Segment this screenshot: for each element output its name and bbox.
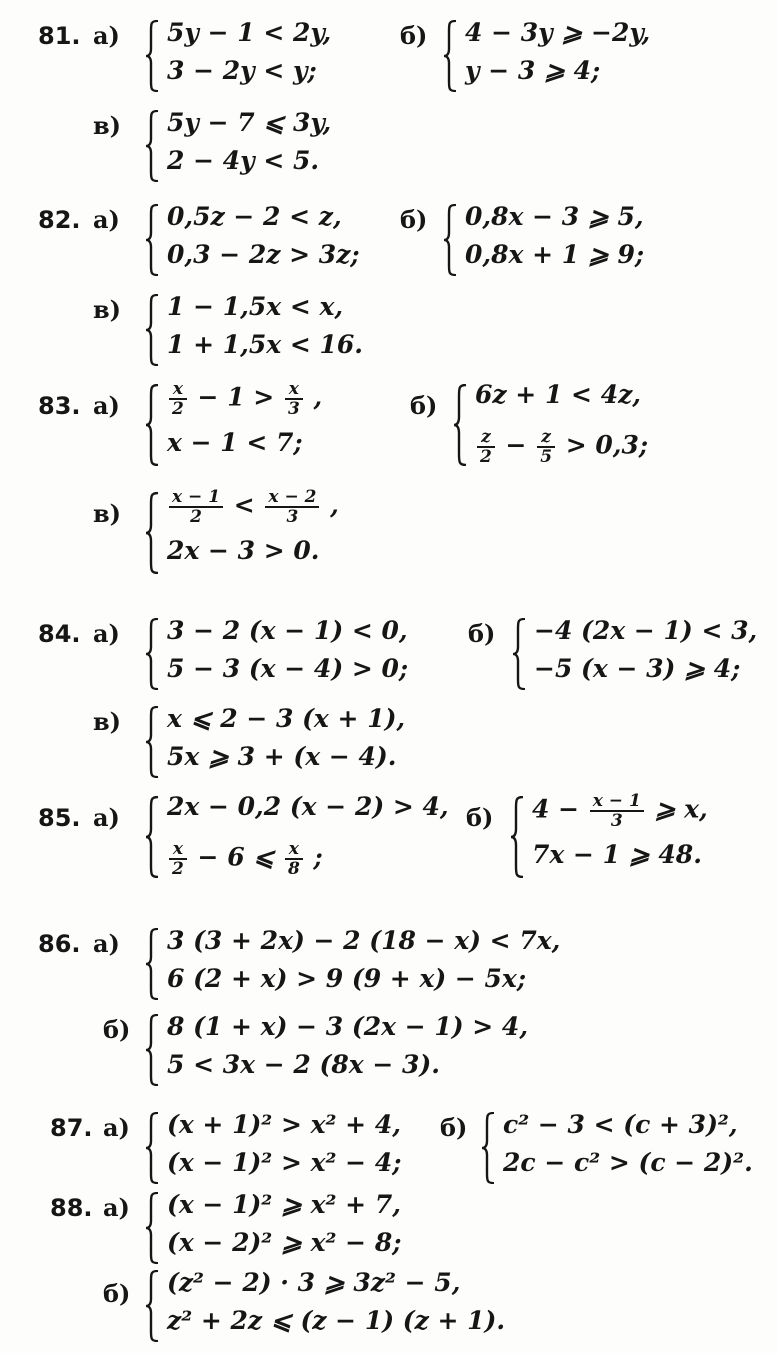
system-81a <box>145 16 385 96</box>
inequality-line: z² + 2z ⩽ (z − 1) (z + 1). <box>167 1306 506 1335</box>
fraction: $\frac{z}{2}$ <box>477 428 495 466</box>
system-81v <box>145 106 385 186</box>
label-87a: а) <box>103 1113 130 1142</box>
label-82b: б) <box>400 205 428 234</box>
label-85a: а) <box>93 803 120 832</box>
inequality-line: $\frac{x - 1}{2}$ < $\frac{x - 2}{3}$ , <box>167 488 339 526</box>
brace-icon <box>145 1192 159 1264</box>
fraction: $\frac{x}{8}$ <box>285 840 303 878</box>
problem-number-82: 82. <box>38 206 81 234</box>
system-88a <box>145 1188 435 1268</box>
inequality-line: 3 − 2 (x − 1) < 0, <box>167 616 408 645</box>
inequality-line: y − 3 ⩾ 4; <box>465 56 601 85</box>
inequality-line: 0,5z − 2 < z, <box>167 202 342 231</box>
inequality-line: x − 1 < 7; <box>167 428 303 457</box>
brace-icon <box>145 928 159 1000</box>
label-81v: в) <box>93 111 122 140</box>
label-83v: в) <box>93 499 122 528</box>
inequality-line: c² − 3 < (c + 3)², <box>503 1110 738 1139</box>
inequality-line: 2 − 4y < 5. <box>167 146 320 175</box>
system-85b <box>510 792 760 882</box>
inequality-line: 0,8x + 1 ⩾ 9; <box>465 240 645 269</box>
system-86a <box>145 924 565 1004</box>
system-87a <box>145 1108 435 1188</box>
inequality-line: 5 < 3x − 2 (8x − 3). <box>167 1050 440 1079</box>
inequality-line: $\frac{z}{2}$ − $\frac{z}{5}$ > 0,3; <box>475 428 648 466</box>
inequality-line: 0,8x − 3 ⩾ 5, <box>465 202 644 231</box>
inequality-line: 8 (1 + x) − 3 (2x − 1) > 4, <box>167 1012 529 1041</box>
inequality-line: x ⩽ 2 − 3 (x + 1), <box>167 704 406 733</box>
inequality-line: 3 − 2y < y; <box>167 56 317 85</box>
brace-icon <box>145 796 159 878</box>
label-87b: б) <box>440 1113 468 1142</box>
system-88b <box>145 1266 525 1346</box>
system-84b <box>512 614 772 694</box>
inequality-line: 2c − c² > (c − 2)². <box>503 1148 753 1177</box>
inequality-line: 6 (2 + x) > 9 (9 + x) − 5x; <box>167 964 527 993</box>
brace-icon <box>145 1112 159 1184</box>
brace-icon <box>145 1014 159 1086</box>
brace-icon <box>512 618 526 690</box>
inequality-line: 3 (3 + 2x) − 2 (18 − x) < 7x, <box>167 926 561 955</box>
inequality-line: 1 + 1,5x < 16. <box>167 330 363 359</box>
inequality-line: 7x − 1 ⩾ 48. <box>532 840 702 869</box>
fraction: $\frac{x}{2}$ <box>169 380 187 418</box>
label-81a: а) <box>93 21 120 50</box>
system-84v <box>145 702 445 782</box>
inequality-line: −4 (2x − 1) < 3, <box>534 616 758 645</box>
inequality-line: 5y − 1 < 2y, <box>167 18 332 47</box>
label-88b: б) <box>103 1279 131 1308</box>
label-88a: а) <box>103 1193 130 1222</box>
brace-icon <box>510 796 524 878</box>
system-82a <box>145 200 385 280</box>
inequality-line: 4 − $\frac{x - 1}{3}$ ⩾ x, <box>532 791 708 831</box>
label-81b: б) <box>400 21 428 50</box>
inequality-line: 6z + 1 < 4z, <box>475 380 641 409</box>
system-83v <box>145 488 405 578</box>
fraction: $\frac{x - 2}{3}$ <box>265 488 319 526</box>
label-84a: а) <box>93 619 120 648</box>
brace-icon <box>145 1270 159 1342</box>
problem-number-86: 86. <box>38 930 81 958</box>
fraction: $\frac{x - 1}{2}$ <box>169 488 223 526</box>
problem-number-81: 81. <box>38 22 81 50</box>
inequality-line: 5x ⩾ 3 + (x − 4). <box>167 742 397 771</box>
system-86b <box>145 1010 565 1090</box>
inequality-line: (x − 1)² > x² − 4; <box>167 1148 402 1177</box>
label-85b: б) <box>466 803 494 832</box>
label-83a: а) <box>93 391 120 420</box>
problem-number-85: 85. <box>38 804 81 832</box>
fraction: $\frac{z}{5}$ <box>537 428 555 466</box>
inequality-line: (z² − 2) · 3 ⩾ 3z² − 5, <box>167 1268 461 1297</box>
inequality-line: $\frac{x}{2}$ − 6 ⩽ $\frac{x}{8}$ ; <box>167 840 323 878</box>
problem-number-88: 88. <box>50 1194 93 1222</box>
problem-number-84: 84. <box>38 620 81 648</box>
fraction: $\frac{x - 1}{3}$ <box>590 792 644 830</box>
label-82v: в) <box>93 295 122 324</box>
inequality-line: (x + 1)² > x² + 4, <box>167 1110 401 1139</box>
system-83b <box>453 380 713 470</box>
inequality-line: −5 (x − 3) ⩾ 4; <box>534 654 741 683</box>
inequality-line: (x − 1)² ⩾ x² + 7, <box>167 1190 401 1219</box>
fraction: $\frac{x}{2}$ <box>169 840 187 878</box>
brace-icon <box>145 618 159 690</box>
brace-icon <box>145 204 159 276</box>
inequality-line: (x − 2)² ⩾ x² − 8; <box>167 1228 402 1257</box>
brace-icon <box>145 110 159 182</box>
brace-icon <box>145 706 159 778</box>
fraction: $\frac{x}{3}$ <box>285 380 303 418</box>
system-85a <box>145 792 449 882</box>
system-84a <box>145 614 445 694</box>
system-82v <box>145 290 385 370</box>
brace-icon <box>443 20 457 92</box>
inequality-line: 2x − 3 > 0. <box>167 536 320 565</box>
inequality-line: 5y − 7 ⩽ 3y, <box>167 108 332 137</box>
label-86a: а) <box>93 929 120 958</box>
inequality-line: 5 − 3 (x − 4) > 0; <box>167 654 409 683</box>
system-83a <box>145 380 385 470</box>
label-82a: а) <box>93 205 120 234</box>
system-82b <box>443 200 703 280</box>
brace-icon <box>145 384 159 466</box>
inequality-line: 1 − 1,5x < x, <box>167 292 344 321</box>
inequality-line: $\frac{x}{2}$ − 1 > $\frac{x}{3}$ , <box>167 380 322 418</box>
problem-number-83: 83. <box>38 392 81 420</box>
inequality-line: 2x − 0,2 (x − 2) > 4, <box>167 792 449 821</box>
brace-icon <box>443 204 457 276</box>
label-83b: б) <box>410 391 438 420</box>
brace-icon <box>453 384 467 466</box>
brace-icon <box>481 1112 495 1184</box>
inequality-line: 4 − 3y ⩾ −2y, <box>465 18 651 47</box>
system-87b <box>481 1108 771 1188</box>
label-84b: б) <box>468 619 496 648</box>
system-81b <box>443 16 703 96</box>
brace-icon <box>145 492 159 574</box>
problem-number-87: 87. <box>50 1114 93 1142</box>
label-84v: в) <box>93 707 122 736</box>
inequality-line: 0,3 − 2z > 3z; <box>167 240 360 269</box>
label-86b: б) <box>103 1015 131 1044</box>
brace-icon <box>145 294 159 366</box>
brace-icon <box>145 20 159 92</box>
